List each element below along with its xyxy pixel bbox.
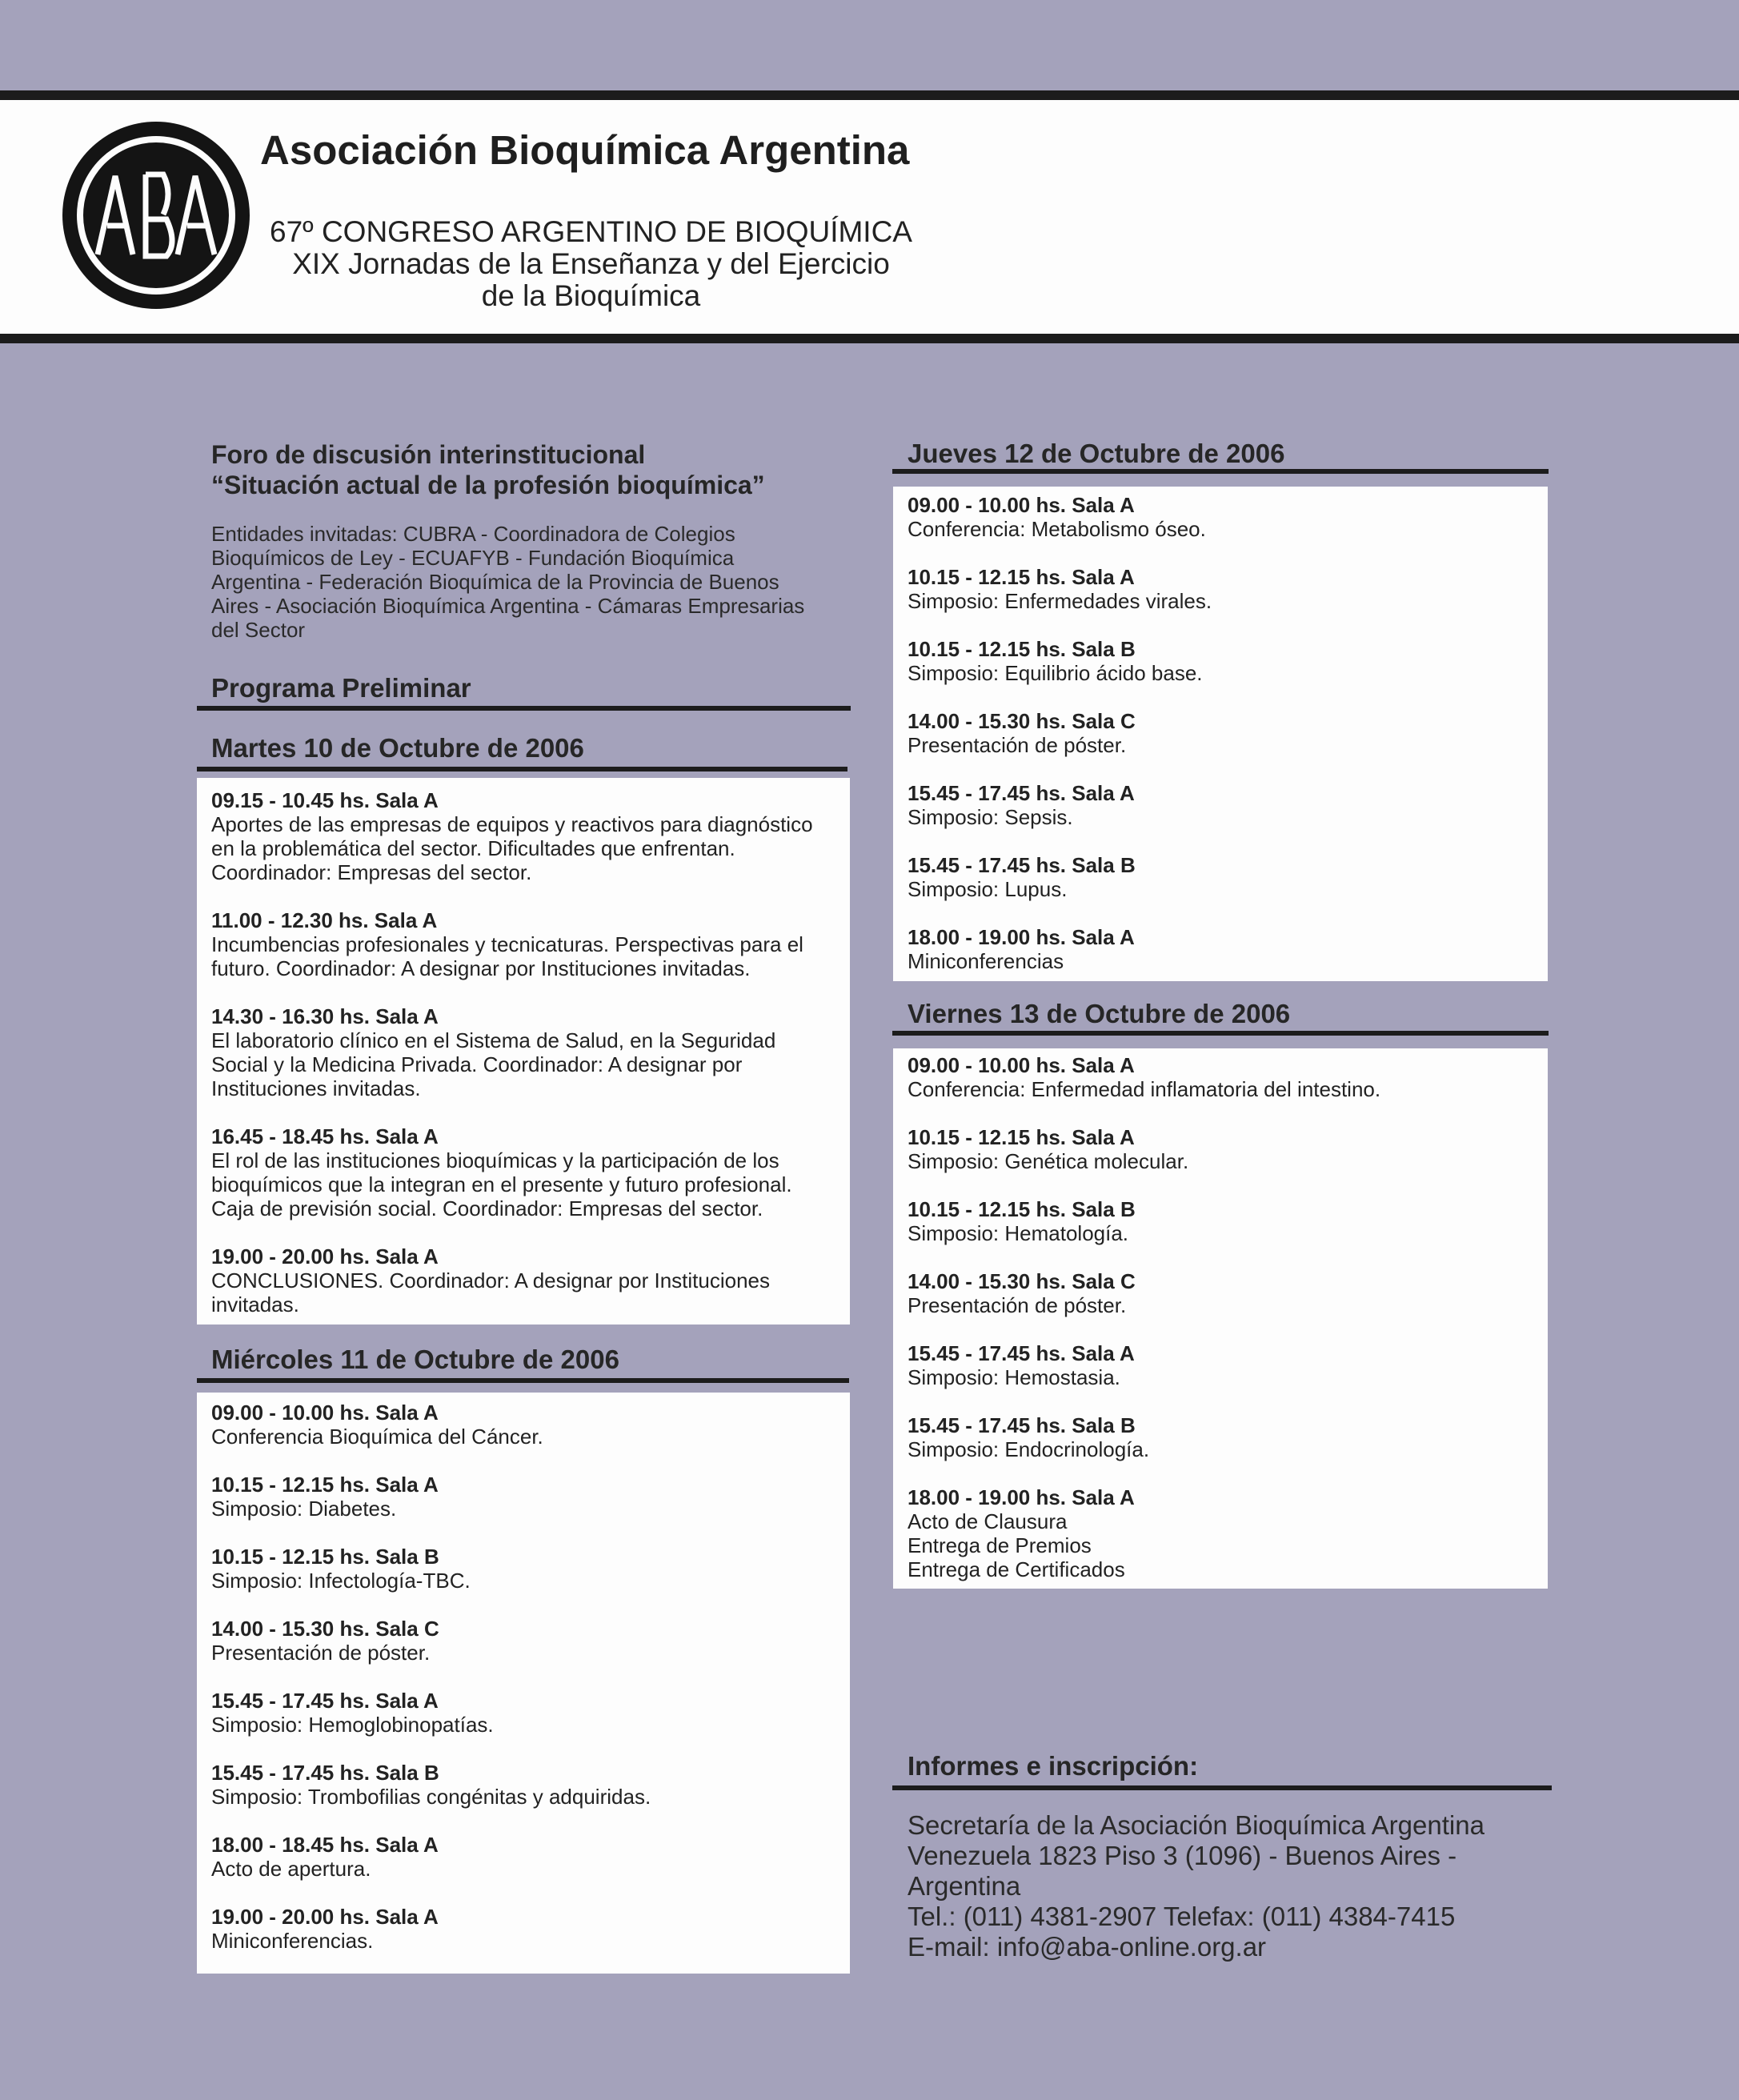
session-time: 15.45 - 17.45 hs. Sala B [908, 853, 1136, 877]
schedule-item [211, 1617, 843, 1665]
session-description: Simposio: Diabetes. [211, 1497, 397, 1521]
schedule-item [211, 1004, 843, 1100]
program-heading-rule [197, 706, 851, 711]
day-rule-jueves [892, 469, 1549, 474]
session-description: El laboratorio clínico en el Sistema de Salud, en la Seguridad [211, 1028, 776, 1052]
schedule-item [908, 565, 1540, 613]
session-description: Simposio: Enfermedades virales. [908, 589, 1212, 613]
contact-line: Secretaría de la Asociación Bioquímica Argentina [908, 1810, 1485, 1840]
session-description: Presentación de póster. [211, 1641, 431, 1665]
session-description: Conferencia: Enfermedad inflamatoria del intestino. [908, 1077, 1381, 1101]
schedule-item [211, 788, 843, 884]
day-title-miercoles: Miércoles 11 de Octubre de 2006 [211, 1345, 619, 1374]
session-time: 16.45 - 18.45 hs. Sala A [211, 1124, 439, 1148]
program-heading: Programa Preliminar [211, 673, 471, 703]
contact-info [908, 1810, 1485, 1962]
session-description: Acto de Clausura [908, 1509, 1068, 1533]
day-rule-miercoles [197, 1378, 849, 1383]
session-description: Simposio: Hemoglobinopatías. [211, 1713, 494, 1737]
contact-email[interactable]: E-mail: info@aba-online.org.ar [908, 1932, 1267, 1962]
aba-logo [62, 122, 250, 309]
schedule-item [908, 1485, 1540, 1581]
session-description: Coordinador: Empresas del sector. [211, 860, 532, 884]
session-description: Simposio: Trombofilias congénitas y adquiridas. [211, 1785, 651, 1809]
session-time: 09.15 - 10.45 hs. Sala A [211, 788, 439, 812]
session-description: Presentación de póster. [908, 733, 1127, 757]
schedule-item [211, 1833, 843, 1881]
forum-title [211, 439, 765, 500]
schedule-item [908, 925, 1540, 973]
schedule-item [211, 1473, 843, 1521]
day-rule-martes [197, 767, 847, 771]
schedule-item [211, 1689, 843, 1737]
day-title-viernes: Viernes 13 de Octubre de 2006 [908, 999, 1291, 1028]
schedule-list-miercoles [211, 1401, 843, 1977]
schedule-item [908, 1197, 1540, 1245]
session-description: futuro. Coordinador: A designar por Instituciones invitadas. [211, 956, 751, 980]
session-time: 10.15 - 12.15 hs. Sala A [211, 1473, 439, 1497]
top-rule [0, 90, 1739, 100]
session-description: Simposio: Equilibrio ácido base. [908, 661, 1203, 685]
contact-line: Argentina [908, 1871, 1021, 1901]
session-description: CONCLUSIONES. Coordinador: A designar por Instituciones [211, 1268, 771, 1292]
session-description: Incumbencias profesionales y tecnicaturas. Perspectivas para el [211, 932, 803, 956]
session-time: 11.00 - 12.30 hs. Sala A [211, 908, 438, 932]
schedule-item [908, 781, 1540, 829]
org-title: Asociación Bioquímica Argentina [260, 127, 910, 173]
schedule-item [908, 1413, 1540, 1461]
session-time: 10.15 - 12.15 hs. Sala A [908, 1125, 1135, 1149]
contact-heading-rule [892, 1785, 1552, 1790]
session-description: Miniconferencias [908, 949, 1064, 973]
session-description: Simposio: Genética molecular. [908, 1149, 1189, 1173]
schedule-item [211, 908, 843, 980]
session-description: invitadas. [211, 1292, 299, 1317]
session-time: 14.30 - 16.30 hs. Sala A [211, 1004, 439, 1028]
session-time: 10.15 - 12.15 hs. Sala B [908, 637, 1136, 661]
session-description: Simposio: Infectología-TBC. [211, 1569, 471, 1593]
schedule-item [211, 1545, 843, 1593]
schedule-item [211, 1761, 843, 1809]
session-time: 14.00 - 15.30 hs. Sala C [211, 1617, 439, 1641]
session-time: 15.45 - 17.45 hs. Sala B [211, 1761, 439, 1785]
forum-desc-line: del Sector [211, 618, 306, 642]
session-time: 18.00 - 18.45 hs. Sala A [211, 1833, 439, 1857]
session-time: 10.15 - 12.15 hs. Sala B [908, 1197, 1136, 1221]
session-description: Simposio: Hematología. [908, 1221, 1129, 1245]
session-description: Social y la Medicina Privada. Coordinador: A designar por [211, 1052, 743, 1076]
session-description: Entrega de Certificados [908, 1557, 1125, 1581]
schedule-list-jueves [908, 493, 1540, 997]
session-time: 19.00 - 20.00 hs. Sala A [211, 1905, 439, 1929]
session-time: 10.15 - 12.15 hs. Sala A [908, 565, 1135, 589]
schedule-item [908, 1341, 1540, 1389]
day-title-jueves: Jueves 12 de Octubre de 2006 [908, 439, 1285, 468]
forum-desc-line: Bioquímicos de Ley - ECUAFYB - Fundación Bioquímica [211, 546, 735, 570]
congress-line: de la Bioquímica [481, 279, 701, 312]
forum-desc-line: Entidades invitadas: CUBRA - Coordinadora de Colegios [211, 522, 735, 546]
session-time: 18.00 - 19.00 hs. Sala A [908, 925, 1135, 949]
forum-description [211, 522, 851, 642]
schedule-item [211, 1905, 843, 1953]
forum-desc-line: Argentina - Federación Bioquímica de la Provincia de Buenos [211, 570, 779, 594]
session-description: Conferencia: Metabolismo óseo. [908, 517, 1206, 541]
schedule-item [211, 1401, 843, 1449]
session-description: Conferencia Bioquímica del Cáncer. [211, 1425, 543, 1449]
session-time: 14.00 - 15.30 hs. Sala C [908, 709, 1136, 733]
schedule-item [908, 853, 1540, 901]
session-description: Presentación de póster. [908, 1293, 1127, 1317]
session-time: 15.45 - 17.45 hs. Sala B [908, 1413, 1136, 1437]
schedule-item [211, 1244, 843, 1317]
session-description: en la problemática del sector. Dificultades que enfrentan. [211, 836, 735, 860]
congress-line: 67º CONGRESO ARGENTINO DE BIOQUÍMICA [270, 215, 912, 248]
congress-line: XIX Jornadas de la Enseñanza y del Ejercicio [292, 247, 890, 280]
session-time: 14.00 - 15.30 hs. Sala C [908, 1269, 1136, 1293]
contact-line: Tel.: (011) 4381-2907 Telefax: (011) 4384-7415 [908, 1902, 1456, 1931]
schedule-item [211, 1124, 843, 1220]
session-description: Simposio: Sepsis. [908, 805, 1073, 829]
contact-line: Venezuela 1823 Piso 3 (1096) - Buenos Aires - [908, 1841, 1457, 1870]
schedule-list-martes [211, 788, 843, 1341]
session-description: bioquímicos que la integran en el presente y futuro profesional. [211, 1172, 792, 1196]
session-time: 18.00 - 19.00 hs. Sala A [908, 1485, 1135, 1509]
day-rule-viernes [892, 1031, 1549, 1036]
session-description: Simposio: Lupus. [908, 877, 1068, 901]
forum-title-line: Foro de discusión interinstitucional [211, 440, 646, 469]
session-time: 10.15 - 12.15 hs. Sala B [211, 1545, 439, 1569]
day-title-martes: Martes 10 de Octubre de 2006 [211, 733, 584, 763]
header-bottom-rule [0, 334, 1739, 343]
session-description: Instituciones invitadas. [211, 1076, 421, 1100]
session-description: Aportes de las empresas de equipos y reactivos para diagnóstico [211, 812, 813, 836]
session-time: 09.00 - 10.00 hs. Sala A [908, 1053, 1135, 1077]
schedule-item [908, 709, 1540, 757]
schedule-item [908, 493, 1540, 541]
session-description: Miniconferencias. [211, 1929, 374, 1953]
contact-heading: Informes e inscripción: [908, 1751, 1199, 1781]
session-description: Entrega de Premios [908, 1533, 1092, 1557]
session-description: Acto de apertura. [211, 1857, 371, 1881]
logo-monogram [83, 142, 229, 288]
session-description: Simposio: Endocrinología. [908, 1437, 1150, 1461]
aba-monogram-icon [83, 142, 229, 288]
schedule-item [908, 1125, 1540, 1173]
schedule-item [908, 1053, 1540, 1101]
session-time: 19.00 - 20.00 hs. Sala A [211, 1244, 439, 1268]
session-description: El rol de las instituciones bioquímicas y la participación de los [211, 1148, 779, 1172]
schedule-item [908, 1269, 1540, 1317]
session-time: 15.45 - 17.45 hs. Sala A [211, 1689, 439, 1713]
session-time: 15.45 - 17.45 hs. Sala A [908, 1341, 1135, 1365]
session-time: 09.00 - 10.00 hs. Sala A [211, 1401, 439, 1425]
session-time: 15.45 - 17.45 hs. Sala A [908, 781, 1135, 805]
forum-title-line: “Situación actual de la profesión bioquímica” [211, 471, 765, 499]
session-time: 09.00 - 10.00 hs. Sala A [908, 493, 1135, 517]
forum-desc-line: Aires - Asociación Bioquímica Argentina - Cámaras Empresarias [211, 594, 805, 618]
schedule-item [908, 637, 1540, 685]
congress-title [237, 216, 945, 312]
schedule-list-viernes [908, 1053, 1540, 1605]
session-description: Simposio: Hemostasia. [908, 1365, 1120, 1389]
session-description: Caja de previsión social. Coordinador: Empresas del sector. [211, 1196, 763, 1220]
